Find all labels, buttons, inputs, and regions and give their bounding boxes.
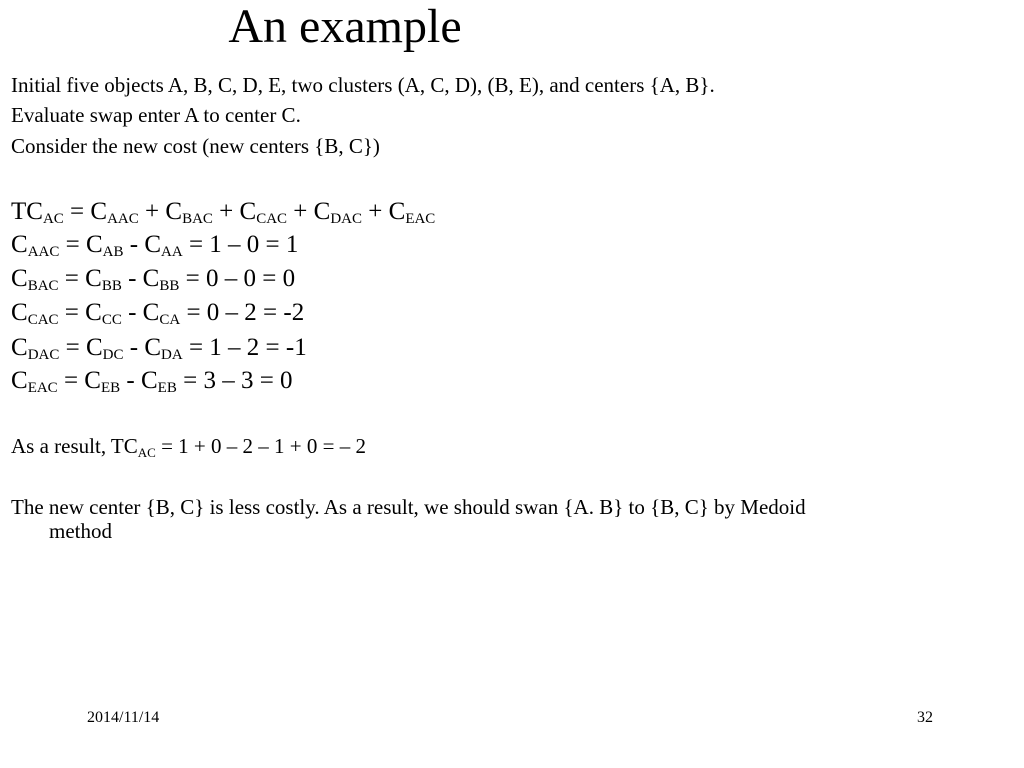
tc-term-operator: + bbox=[212, 198, 240, 225]
cost-equation-row bbox=[11, 299, 304, 327]
eq-minus: - bbox=[123, 334, 145, 361]
eq-symbol: C bbox=[85, 334, 103, 361]
tc-term-subscript: EAC bbox=[405, 211, 436, 227]
eq-calculation: = 1 – 2 = -1 bbox=[182, 334, 307, 361]
result-value: = 1 + 0 – 2 – 1 + 0 = – 2 bbox=[155, 434, 366, 458]
eq-symbol: C bbox=[11, 231, 28, 258]
eq-calculation: = 1 – 0 = 1 bbox=[182, 231, 299, 258]
tc-equals: = bbox=[63, 198, 91, 225]
cost-equation-row bbox=[11, 265, 295, 293]
eq-symbol: C bbox=[84, 367, 101, 394]
result-prefix: As a result, TC bbox=[11, 434, 138, 458]
tc-term-operator: + bbox=[287, 198, 314, 225]
eq-b-subscript: EB bbox=[157, 380, 177, 396]
eq-symbol: C bbox=[85, 299, 102, 326]
tc-term-subscript: CAC bbox=[256, 211, 288, 227]
eq-a-subscript: EB bbox=[100, 380, 121, 396]
eq-symbol: C bbox=[11, 334, 28, 361]
footer-page-number: 32 bbox=[917, 709, 933, 726]
eq-symbol: C bbox=[142, 265, 160, 292]
cost-equation-row bbox=[11, 231, 298, 259]
eq-lhs-subscript: EAC bbox=[27, 380, 58, 396]
eq-symbol: C bbox=[11, 265, 28, 292]
conclusion-line-1: The new center {B, C} is less costly. As a result, we should swan {A. B} to {B, C} by Medoid bbox=[11, 495, 806, 519]
cost-equation-row bbox=[11, 334, 307, 362]
eq-symbol: C bbox=[144, 334, 162, 361]
eq-a-subscript: CC bbox=[101, 312, 122, 328]
tc-symbol: TC bbox=[11, 198, 43, 225]
eq-lhs-subscript: BAC bbox=[27, 278, 59, 294]
intro-line-objects: Initial five objects A, B, C, D, E, two clusters (A, C, D), (B, E), and centers {A, B}. bbox=[11, 73, 715, 97]
eq-calculation: = 0 – 0 = 0 bbox=[179, 265, 296, 292]
eq-lhs-subscript: CAC bbox=[27, 312, 59, 328]
tc-term-subscript: BAC bbox=[182, 211, 213, 227]
eq-symbol: C bbox=[85, 231, 103, 258]
slide-title: An example bbox=[228, 0, 462, 53]
eq-calculation: = 0 – 2 = -2 bbox=[180, 299, 305, 326]
tc-term-subscript: AAC bbox=[107, 211, 139, 227]
eq-b-subscript: BB bbox=[159, 278, 180, 294]
eq-symbol: C bbox=[85, 265, 102, 292]
tc-subscript: AC bbox=[42, 211, 64, 227]
eq-symbol: C bbox=[140, 367, 158, 394]
eq-symbol: C bbox=[11, 299, 28, 326]
cost-equation-row bbox=[11, 367, 293, 395]
result-subscript: AC bbox=[137, 445, 156, 460]
eq-equals: = bbox=[58, 265, 86, 292]
eq-equals: = bbox=[57, 367, 85, 394]
eq-a-subscript: DC bbox=[102, 347, 124, 363]
eq-symbol: C bbox=[144, 231, 162, 258]
eq-calculation: = 3 – 3 = 0 bbox=[176, 367, 293, 394]
eq-lhs-subscript: AAC bbox=[27, 244, 60, 260]
eq-a-subscript: BB bbox=[101, 278, 122, 294]
tc-term-operator: + bbox=[138, 198, 166, 225]
eq-equals: = bbox=[58, 299, 86, 326]
eq-symbol: C bbox=[142, 299, 160, 326]
intro-line-swap: Evaluate swap enter A to center C. bbox=[11, 103, 301, 127]
eq-minus: - bbox=[121, 265, 143, 292]
tc-term-symbol: C bbox=[388, 198, 406, 225]
eq-lhs-subscript: DAC bbox=[27, 347, 60, 363]
eq-equals: = bbox=[59, 334, 86, 361]
tc-term-symbol: C bbox=[165, 198, 183, 225]
conclusion-line-2: method bbox=[49, 519, 112, 543]
tc-term-subscript: DAC bbox=[330, 211, 363, 227]
eq-b-subscript: DA bbox=[161, 347, 183, 363]
eq-b-subscript: AA bbox=[161, 244, 183, 260]
eq-symbol: C bbox=[11, 367, 28, 394]
footer-date: 2014/11/14 bbox=[87, 709, 160, 726]
eq-b-subscript: CA bbox=[159, 312, 181, 328]
eq-minus: - bbox=[120, 367, 141, 394]
intro-line-new-cost: Consider the new cost (new centers {B, C}) bbox=[11, 134, 380, 158]
total-cost-equation bbox=[11, 198, 435, 226]
result-line bbox=[11, 434, 366, 458]
tc-term-symbol: C bbox=[239, 198, 257, 225]
eq-equals: = bbox=[59, 231, 86, 258]
tc-term-symbol: C bbox=[90, 198, 108, 225]
eq-minus: - bbox=[121, 299, 143, 326]
eq-minus: - bbox=[123, 231, 145, 258]
tc-term-operator: + bbox=[362, 198, 389, 225]
eq-a-subscript: AB bbox=[102, 244, 124, 260]
tc-term-symbol: C bbox=[313, 198, 331, 225]
conclusion-paragraph bbox=[11, 495, 1011, 543]
